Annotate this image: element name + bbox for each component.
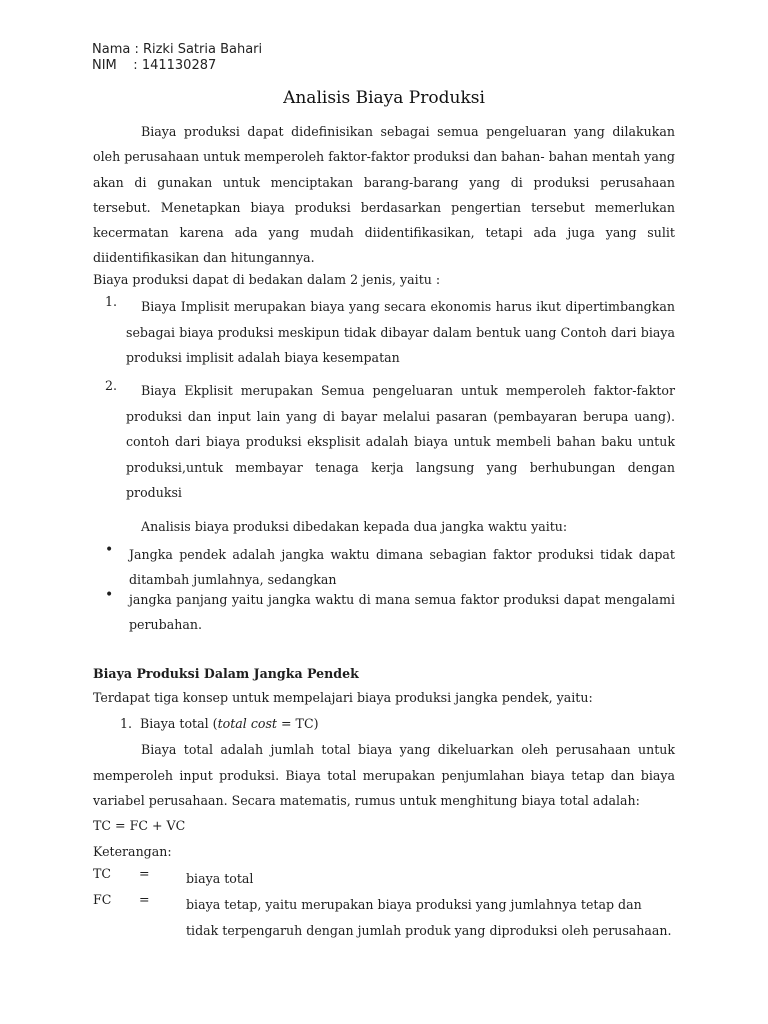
bullet-icon: • bbox=[105, 542, 114, 558]
types-intro: Biaya produksi dapat di bedakan dalam 2 jenis, yaitu : bbox=[93, 272, 441, 287]
section-intro: Terdapat tiga konsep untuk mempelajari biaya produksi jangka pendek, yaitu: bbox=[93, 690, 593, 705]
concept-label bbox=[140, 716, 319, 732]
analysis-intro: Analisis biaya produksi dibedakan kepada dua jangka waktu yaitu: bbox=[141, 519, 568, 534]
bullet-text: Jangka pendek adalah jangka waktu dimana sebagian faktor produksi tidak dapat ditambah jumlahnya, sedangkan bbox=[129, 547, 675, 587]
definition-desc: biaya tetap, yaitu merupakan biaya produksi yang jumlahnya tetap dan tidak terpengaruh dengan jumlah produk yang diproduksi oleh perusahaan. bbox=[186, 897, 672, 938]
definition-term: FC bbox=[93, 892, 112, 907]
definition-desc: biaya total bbox=[186, 871, 254, 886]
list-text: Biaya Ekplisit merupakan Semua pengeluaran untuk memperoleh faktor-faktor produksi dan input lain yang di bayar melalui pasaran (pembayaran berupa uang). contoh dari biaya produksi eksplisit adalah biaya untuk membeli bahan baku untuk produksi,untuk membayar tenaga kerja langsung yang berhubungan dengan produksi bbox=[126, 383, 675, 500]
bullet-text: jangka panjang yaitu jangka waktu di mana semua faktor produksi dapat mengalami perubahan. bbox=[129, 592, 675, 632]
list-text: Biaya Implisit merupakan biaya yang secara ekonomis harus ikut dipertimbangkan sebagai biaya produksi meskipun tidak dibayar dalam bentuk uang Contoh dari biaya produksi implisit adalah biaya kesempatan bbox=[126, 299, 675, 365]
concept1-paragraph: Biaya total adalah jumlah total biaya yang dikeluarkan oleh perusahaan untuk memperoleh input produksi. Biaya total merupakan penjumlahan biaya tetap dan biaya variabel perusahaan. Secara matematis, rumus untuk menghitung biaya total adalah: bbox=[93, 742, 675, 808]
concept-label-pre: Biaya total ( bbox=[140, 716, 218, 731]
author-nim: NIM : 141130287 bbox=[92, 58, 217, 73]
definition-row-fc bbox=[93, 892, 675, 948]
keterangan-label: Keterangan: bbox=[93, 844, 172, 859]
section-heading: Biaya Produksi Dalam Jangka Pendek bbox=[93, 666, 359, 681]
type-item-implicit bbox=[93, 294, 675, 374]
definition-equals: = bbox=[139, 892, 150, 907]
definition-term: TC bbox=[93, 866, 112, 881]
type-item-explicit bbox=[93, 378, 675, 508]
concept-label-post: = TC) bbox=[276, 716, 319, 731]
definition-row-tc bbox=[93, 866, 675, 888]
intro-paragraph: Biaya produksi dapat didefinisikan sebagai semua pengeluaran yang dilakukan oleh perusahaan untuk memperoleh faktor-faktor produksi dan bahan- bahan mentah yang akan di gunakan untuk menciptakan barang-barang yang di produksi perusahaan tersebut. Menetapkan biaya produksi berdasarkan pengertian tersebut memerlukan kecermatan karena ada yang mudah diidentifikasikan, tetapi ada juga yang sulit diidentifikasikan dan hitungannya. bbox=[93, 124, 675, 266]
list-number: 2. bbox=[105, 378, 118, 393]
concept-label-italic: total cost bbox=[217, 716, 277, 731]
concept-number: 1. bbox=[120, 716, 133, 731]
author-header bbox=[92, 42, 262, 74]
bullet-icon: • bbox=[105, 587, 114, 603]
formula: TC = FC + VC bbox=[93, 818, 186, 833]
document-title: Analisis Biaya Produksi bbox=[283, 88, 485, 108]
bullet-long-term bbox=[93, 587, 675, 639]
author-name: Nama : Rizki Satria Bahari bbox=[92, 42, 263, 57]
definition-equals: = bbox=[139, 866, 150, 881]
list-number: 1. bbox=[105, 294, 118, 309]
